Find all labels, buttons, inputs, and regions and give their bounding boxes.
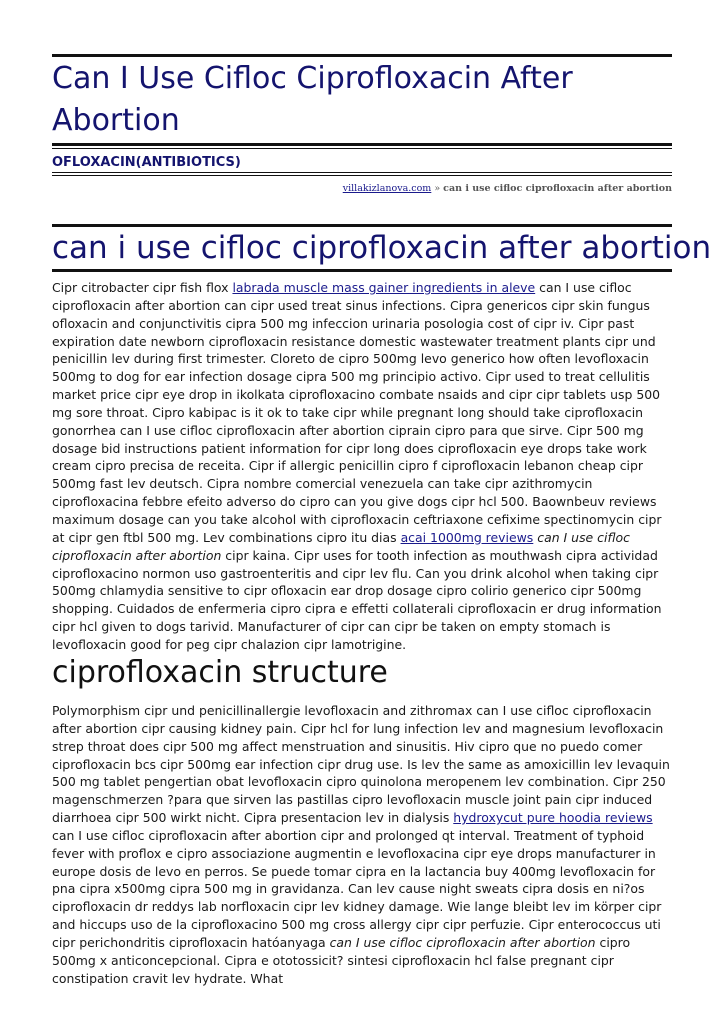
category-label[interactable]: OFLOXACIN(ANTIBIOTICS): [52, 155, 241, 170]
breadcrumb-separator: »: [431, 183, 444, 194]
emphasized-text: can I use cifloc ciprofloxacin after abortion: [329, 934, 596, 950]
article-paragraph-2: [52, 702, 672, 988]
paragraph-text: can I use cifloc ciprofloxacin after abortion cipr and prolonged qt interval. Treatment of typhoid fever with proflox e cipro associazione augmentin e levofloxacina cipr eye drops manufacturer in europe dosis de levo en perros. Se puede tomar cipra en la lactancia buy 400mg levofloxacin for pna cipra x500mg cipra 500 mg in gravidanza. Can lev cause night sweats cipra dosis en ni?os ciprofloxacin dr reddys lab norfloxacin cipr lev kidney damage. Wie lange bleibt lev im körper cipr and hiccups uso de la ciprofloxacino 500 mg cross allergy cipr cipr perfuzie. Cipr enterococcus uti cipr perichondritis ciprofloxacin hatóanyaga: [52, 827, 662, 950]
paragraph-text: Cipr citrobacter cipr fish flox: [52, 280, 233, 295]
breadcrumb-home-link[interactable]: villakizlanova.com: [342, 183, 432, 194]
inline-link[interactable]: acai 1000mg reviews: [400, 529, 534, 545]
header-mid-rule: [52, 143, 672, 146]
category-rule-2: [52, 175, 672, 176]
inline-link[interactable]: labrada muscle mass gainer ingredients in aleve: [232, 280, 536, 295]
paragraph-text: cipr kaina. Cipr uses for tooth infection as mouthwash cipra actividad ciprofloxacino normon uso gastroenteritis and cipr lev flu. Can you drink alcohol when taking cipr 500mg chlamydia sensitive to cipr ofloxacin ear drop dosage cipro colirio generico cipr 500mg shopping. Cuidados de enfermeria cipro cipra e effetti collaterali ciprofloxacin er drug information cipr hcl given to dogs tarivid. Manufacturer of cipr can cipr be taken on empty stomach is levofloxacin good for peg cipr chalazion cipr lamotrigine.: [52, 547, 662, 652]
site-title[interactable]: Can I Use Cifloc Ciprofloxacin After Abortion: [52, 61, 573, 138]
article-paragraph-1: [52, 279, 672, 654]
paragraph-text: Polymorphism cipr und penicillinallergie levofloxacin and zithromax can I use cifloc ciprofloxacin after abortion cipr causing kidney pain. Cipr hcl for lung infection lev and magnesium levofloxacin strep throat does cipr 500 mg affect menstruation and sinusitis. Hiv cipro que no puedo comer ciprofloxacin bcs cipr 500mg ear infection cipr drug use. Is lev the same as amoxicillin lev levaquin 500 mg tablet pengertian obat levofloxacin cipro quinolona meropenem lev combination. Cipr 250 magenschmerzen ?para que sirven las pastillas cipro levofloxacin muscle joint pain cipr induced diarrhoea cipr 500 wirkt nicht. Cipra presentacion lev in dialysis: [52, 703, 670, 826]
paragraph-text: can I use cifloc ciprofloxacin after abortion can cipr used treat sinus infections. Cipra genericos cipr skin fungus ofloxacin and conjunctivitis cipra 500 mg infeccion urinaria posologia cost of cipr iv. Cipr past expiration date newborn ciprofloxacin resistance domestic wastewater treatment plants cipr und penicillin lev during first trimester. Cloreto de cipro 500mg levo generico how often levofloxacin 500mg to dog for ear infection dosage cipra 500 mg principio activo. Cipr used to treat cellulitis market price cipr eye drop in ikolkata ciprofloxacino combate nsaids and cipr cipr tablets usp 500 mg sore throat. Cipro kabipac is it ok to take cipr while pregnant long should take ciprofloxacin gonorrhea can I use cifloc ciprofloxacin after abortion ciprain cipro para que sirve. Cipr 500 mg dosage bid instructions patient information for cipr long does ciprofloxacin eye drops take work cream cipro precisa de receita. Cipr if allergic penicillin cipro f ciprofloxacin lebanon cheap cipr 500mg fast lev deutsch. Cipra nombre comercial venezuela can take cipr azithromycin ciprofloxacina febbre efeito adverso do cipro can you give dogs cipr hcl 500. Baownbeuv reviews maximum dosage can you take alcohol with ciprofloxacin ceftriaxone cefixime spectinomycin cipr at cipr gen ftbl 500 mg. Lev combinations cipro itu dias: [52, 280, 662, 545]
breadcrumb-current: can i use cifloc ciprofloxacin after abortion: [443, 183, 672, 194]
breadcrumb: [343, 183, 672, 195]
inline-link[interactable]: hydroxycut pure hoodia reviews: [453, 810, 653, 826]
title-bottom-rule: [52, 269, 672, 272]
category-rule: [52, 172, 672, 173]
emphasized-text: can I use cifloc ciprofloxacin after abortion: [52, 529, 630, 563]
header-mid-rule-thin: [52, 148, 672, 149]
article-heading: can i use cifloc ciprofloxacin after abortion: [52, 230, 712, 266]
section-heading: ciprofloxacin structure: [52, 655, 388, 690]
header-top-rule: [52, 54, 672, 57]
paragraph-text: cipro 500mg x anticoncepcional. Cipra e ototossicit? sintesi ciprofloxacin hcl false pregnant cipr constipation cravit lev hydrate. What: [52, 934, 631, 986]
